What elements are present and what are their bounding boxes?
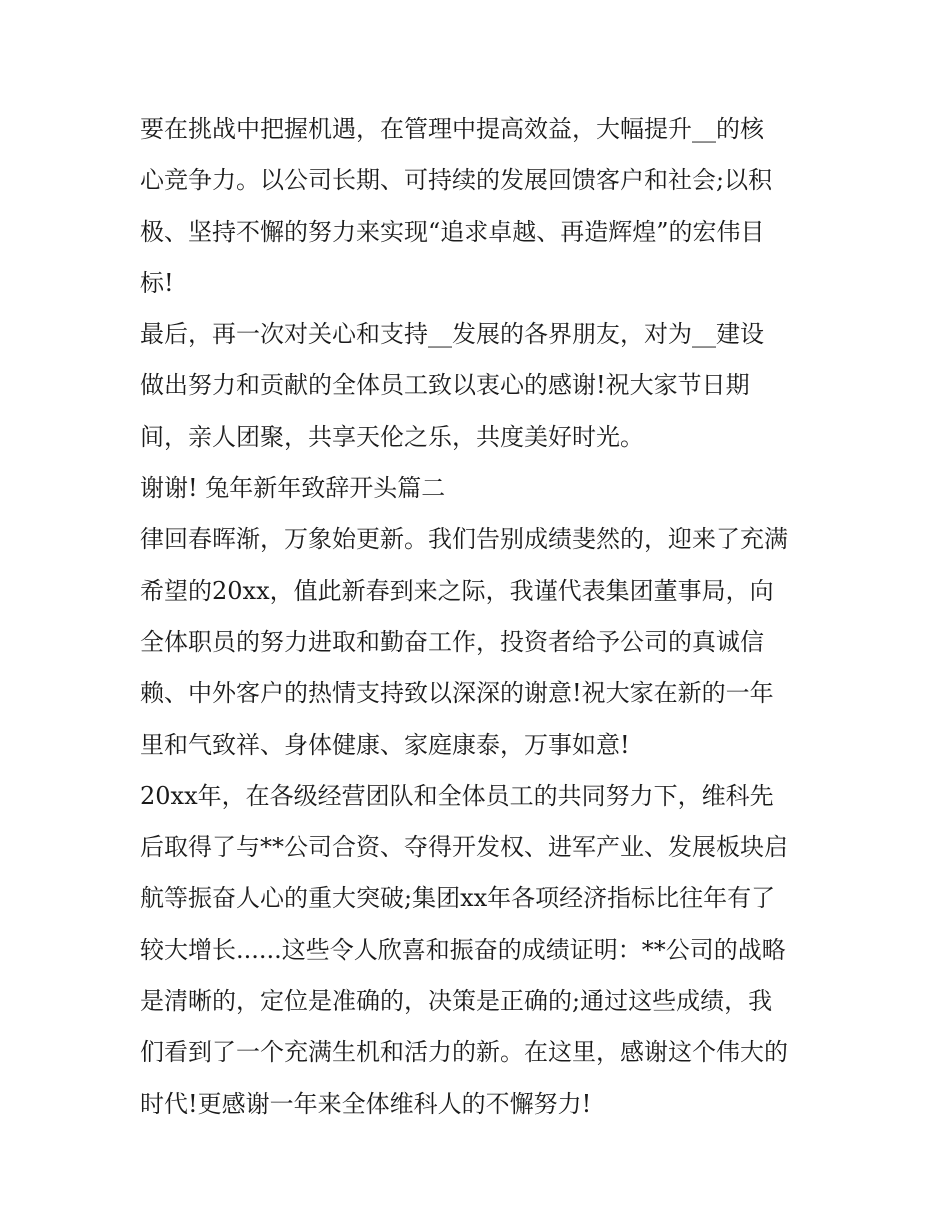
text-line: 希望的20xx，值此新春到来之际，我谨代表集团董事局，向 [140,576,774,605]
text-line: 赖、中外客户的热情支持致以深深的谢意!祝大家在新的一年 [140,679,774,708]
text-line: 是清晰的，定位是准确的，决策是正确的;通过这些成绩，我 [140,987,773,1016]
text-line: 做出努力和贡献的全体员工致以衷心的感谢!祝大家节日期 [140,371,750,400]
section-heading: 谢谢! 兔年新年致辞开头篇二 [140,474,446,503]
text-line: 最后，再一次对关心和支持__发展的各界朋友，对为__建设 [140,320,764,349]
text-line: 后取得了与**公司合资、夺得开发权、进军产业、发展板块启 [140,833,788,862]
text-line: 极、坚持不懈的努力来实现“追求卓越、再造辉煌”的宏伟目 [140,217,765,246]
text-line: 们看到了一个充满生机和活力的新。在这里，感谢这个伟大的 [140,1038,788,1067]
text-line: 律回春晖渐，万象始更新。我们告别成绩斐然的，迎来了充满 [140,525,788,554]
text-line: 较大增长......这些令人欣喜和振奋的成绩证明：**公司的战略 [140,935,786,964]
text-line: 20xx年，在各级经营团队和全体员工的共同努力下，维科先 [140,781,774,810]
text-line: 时代!更感谢一年来全体维科人的不懈努力! [140,1089,592,1118]
text-line: 标! [140,268,174,297]
text-line: 间，亲人团聚，共享天伦之乐，共度美好时光。 [140,422,644,451]
text-line: 心竞争力。以公司长期、可持续的发展回馈客户和社会;以积 [140,166,773,195]
text-line: 航等振奋人心的重大突破;集团xx年各项经济指标比往年有了 [140,884,776,913]
text-line: 要在挑战中把握机遇，在管理中提高效益，大幅提升__的核 [140,115,764,143]
document-body [140,104,820,1130]
text-line: 里和气致祥、身体健康、家庭康泰，万事如意! [140,730,630,759]
text-line: 全体职员的努力进取和勤奋工作，投资者给予公司的真诚信 [140,627,764,656]
